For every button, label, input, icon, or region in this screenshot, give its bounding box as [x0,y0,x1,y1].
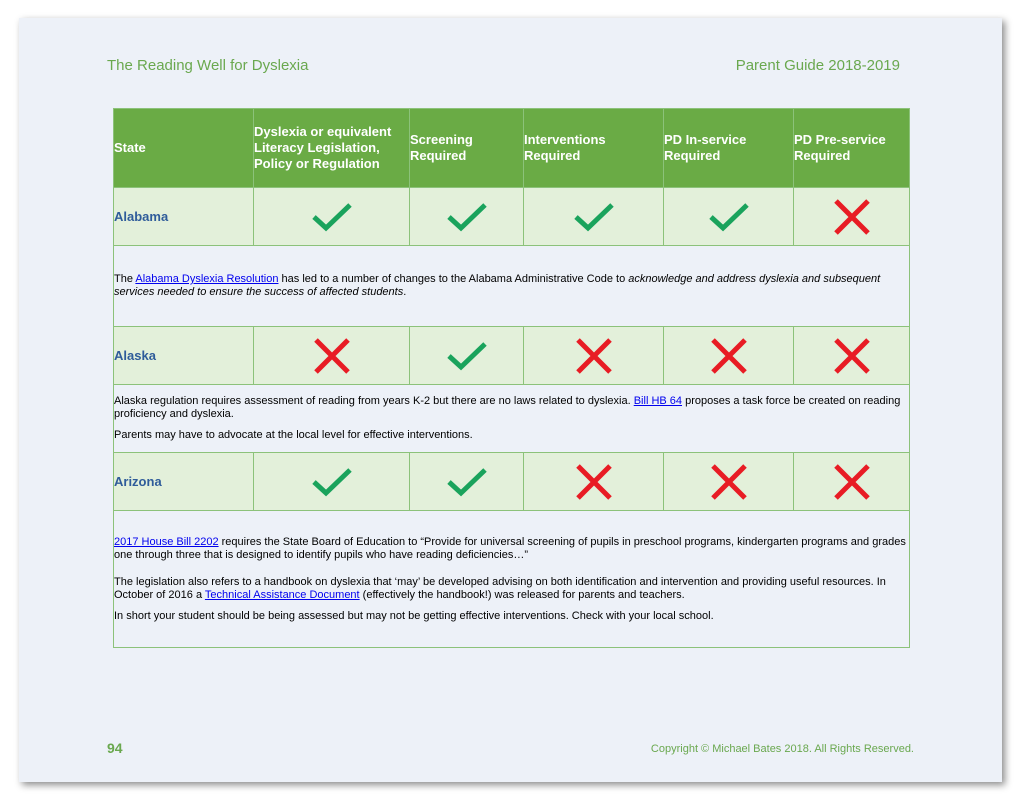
state-description: 2017 House Bill 2202 requires the State Board of Education to “Provide for universal screening of pupils in preschool programs, kindergarten programs and grades one through three that is designed to identify pupils who have reading deficiencies…” The legislation also refers to a handbook on dyslexia that ‘may’ be developed advising on both identification and intervention and providing useful resources. In October of 2016 a Technical Assistance Document (effectively the handbook!) was released for parents and teachers. In short your student should be being assessed but may not be getting effective interventions. Check with your local school. [114,511,910,648]
house-bill-2202-link[interactable]: 2017 House Bill 2202 [114,535,219,548]
state-name: Arizona [114,453,254,511]
column-header-interventions: Interventions Required [524,109,664,188]
column-header-legislation: Dyslexia or equivalent Literacy Legislation, Policy or Regulation [254,109,410,188]
mark-cell [524,327,664,385]
column-header-screening: Screening Required [410,109,524,188]
guide-title: The Reading Well for Dyslexia [107,57,309,74]
mark-cell [524,453,664,511]
mark-cell [794,453,910,511]
cross-icon [572,462,616,502]
mark-cell [254,188,410,246]
mark-cell [664,453,794,511]
cross-icon [707,462,751,502]
check-icon [445,197,489,237]
check-icon [445,462,489,502]
state-description-row-alaska [114,385,910,453]
guide-edition: Parent Guide 2018-2019 [735,57,900,74]
column-header-pd-preservice: PD Pre-service Required [794,109,910,188]
mark-cell [664,188,794,246]
mark-cell [794,188,910,246]
check-icon [445,336,489,376]
mark-cell [664,327,794,385]
state-row-alabama [114,188,910,246]
cross-icon [310,336,354,376]
cross-icon [830,197,874,237]
mark-cell [410,188,524,246]
mark-cell [410,327,524,385]
check-icon [572,197,616,237]
technical-assistance-document-link[interactable]: Technical Assistance Document [204,588,360,601]
cross-icon [830,462,874,502]
bill-hb-64-link[interactable]: Bill HB 64 [633,395,683,407]
mark-cell [410,453,524,511]
state-description: The Alabama Dyslexia Resolution has led to a number of changes to the Alabama Administrative Code to acknowledge and address dyslexia and subsequent services needed to ensure the success of affected students. [114,246,910,327]
cross-icon [572,336,616,376]
column-header-pd-inservice: PD In-service Required [664,109,794,188]
state-dyslexia-table [113,108,910,648]
state-description-row-arizona [114,511,910,648]
column-header-state: State [114,109,254,188]
check-icon [707,197,751,237]
mark-cell [254,453,410,511]
mark-cell [794,327,910,385]
mark-cell [524,188,664,246]
cross-icon [830,336,874,376]
page-number: 94 [107,740,123,756]
copyright-notice: Copyright © Michael Bates 2018. All Rights Reserved. [650,743,914,755]
check-icon [310,197,354,237]
state-name: Alabama [114,188,254,246]
document-page [19,18,1002,782]
table-header-row [114,109,910,188]
state-row-alaska [114,327,910,385]
cross-icon [707,336,751,376]
state-description-row-alabama [114,246,910,327]
state-row-arizona [114,453,910,511]
alabama-dyslexia-resolution-link[interactable]: Alabama Dyslexia Resolution [135,273,279,285]
mark-cell [254,327,410,385]
state-name: Alaska [114,327,254,385]
check-icon [310,462,354,502]
state-description: Alaska regulation requires assessment of reading from years K-2 but there are no laws related to dyslexia. Bill HB 64 proposes a task force be created on reading proficiency and dyslexia. Parents may have to advocate at the local level for effective interventions. [114,385,910,453]
